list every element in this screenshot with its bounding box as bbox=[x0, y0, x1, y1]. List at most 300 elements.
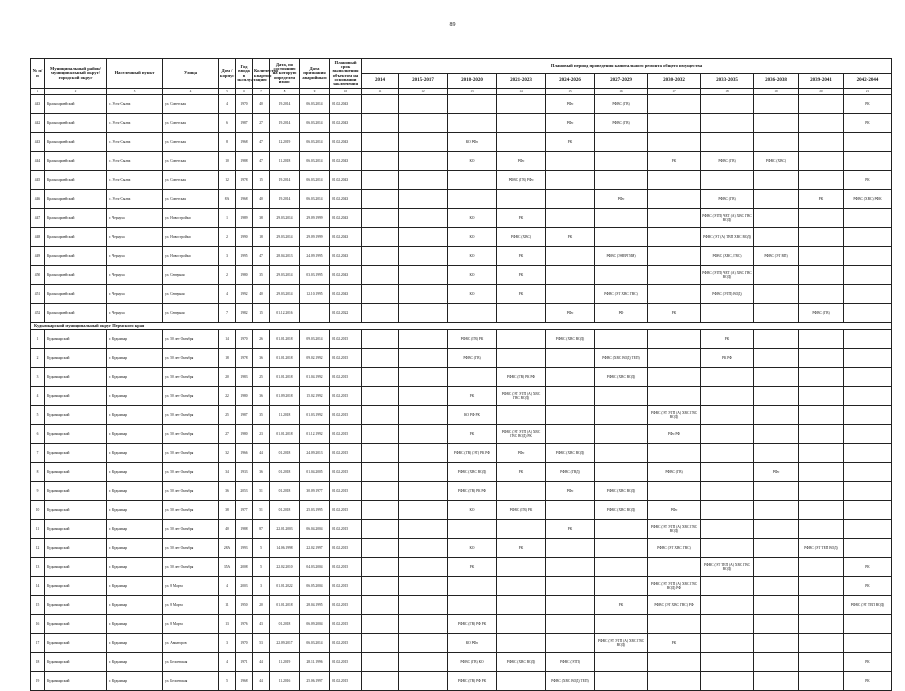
plan-date-cell: 01.02.2015 bbox=[330, 672, 362, 691]
repair-period-cell bbox=[546, 615, 595, 634]
repair-period-cell: РФВС (ХВС ВОД) ТЕП) bbox=[595, 349, 648, 368]
street-cell: ул. 50 лет Октября bbox=[163, 406, 219, 425]
year-built-cell: 1970 bbox=[236, 95, 253, 114]
repair-period-cell: РК bbox=[648, 304, 701, 323]
repair-period-cell: РФВС (ХВС ВОД) bbox=[595, 501, 648, 520]
street-cell: ул. Авиаторов bbox=[163, 634, 219, 653]
row-number: 4 bbox=[31, 387, 45, 406]
repair-period-cell bbox=[399, 152, 448, 171]
wear-date-cell: 01.04.2005 bbox=[300, 463, 330, 482]
repair-period-cell bbox=[399, 349, 448, 368]
street-cell: ул. Советская bbox=[163, 190, 219, 209]
repair-period-cell: РФВС (ЭТ ЭТП (А) ХВС ГВС ВОД) bbox=[497, 387, 546, 406]
settlement-cell: г. Кудымкар bbox=[107, 387, 163, 406]
column-number: 11 bbox=[362, 89, 399, 95]
repair-period-cell bbox=[546, 190, 595, 209]
repair-period-cell bbox=[595, 558, 648, 577]
year-built-cell: 1966 bbox=[236, 444, 253, 463]
flats-cell: 35 bbox=[253, 266, 270, 285]
plan-date-cell: 01.02.2015 bbox=[330, 634, 362, 653]
municipality-cell: Кудымкарский bbox=[45, 444, 107, 463]
plan-date-cell: 01.02.2015 bbox=[330, 653, 362, 672]
settlement-cell: г. Кудымкар bbox=[107, 482, 163, 501]
repair-period-cell bbox=[844, 539, 892, 558]
repair-period-cell bbox=[399, 387, 448, 406]
row-number: 443 bbox=[31, 95, 45, 114]
street-cell: ул. 50 лет Октября bbox=[163, 558, 219, 577]
repair-period-cell: РК bbox=[448, 425, 497, 444]
repair-period-cell bbox=[362, 247, 399, 266]
row-number: 451 bbox=[31, 285, 45, 304]
settlement-cell: с. Усть-Сылва bbox=[107, 190, 163, 209]
street-cell: ул. 50 лет Октября bbox=[163, 368, 219, 387]
repair-period-cell bbox=[754, 653, 799, 672]
repair-period-cell bbox=[362, 209, 399, 228]
repair-period-cell bbox=[799, 133, 844, 152]
table-row bbox=[31, 387, 892, 406]
repair-period-cell bbox=[701, 368, 754, 387]
house-cell: 8 bbox=[219, 133, 236, 152]
table-row bbox=[31, 596, 892, 615]
column-number: 12 bbox=[399, 89, 448, 95]
municipality-cell: Красноармейский bbox=[45, 228, 107, 247]
repair-period-cell bbox=[799, 349, 844, 368]
repair-period-cell bbox=[595, 615, 648, 634]
repair-period-cell bbox=[648, 444, 701, 463]
house-cell: 1 bbox=[219, 209, 236, 228]
repair-period-cell bbox=[362, 520, 399, 539]
repair-period-cell bbox=[399, 285, 448, 304]
repair-period-cell bbox=[844, 406, 892, 425]
repair-period-cell bbox=[546, 368, 595, 387]
column-number: 6 bbox=[236, 89, 253, 95]
repair-period-cell: РФВС (ХВС) bbox=[497, 228, 546, 247]
flats-cell: 47 bbox=[253, 247, 270, 266]
repair-period-cell: РФВС (ГВ) РК bbox=[448, 330, 497, 349]
year-built-cell: 1995 bbox=[236, 247, 253, 266]
row-number: 445 bbox=[31, 171, 45, 190]
emergency-date-cell: 22.09.2017 bbox=[270, 634, 300, 653]
repair-period-cell bbox=[648, 209, 701, 228]
repair-period-cell bbox=[546, 209, 595, 228]
table-row bbox=[31, 171, 892, 190]
street-cell: ул. Белоевская bbox=[163, 653, 219, 672]
repair-period-cell bbox=[399, 171, 448, 190]
repair-period-cell bbox=[399, 425, 448, 444]
house-cell: 28А bbox=[219, 539, 236, 558]
repair-period-cell bbox=[844, 266, 892, 285]
repair-period-cell bbox=[701, 577, 754, 596]
column-number: 10 bbox=[330, 89, 362, 95]
repair-period-cell: РФВС (ЭТ ХВС ГВС) bbox=[595, 285, 648, 304]
repair-period-cell bbox=[648, 114, 701, 133]
repair-period-cell bbox=[701, 133, 754, 152]
emergency-date-cell: 11.2019 bbox=[270, 653, 300, 672]
street-cell: ул. Советская bbox=[163, 133, 219, 152]
repair-period-cell bbox=[399, 266, 448, 285]
year-built-cell: 1950 bbox=[236, 596, 253, 615]
repair-period-cell bbox=[497, 304, 546, 323]
table-row bbox=[31, 228, 892, 247]
repair-period-cell bbox=[546, 266, 595, 285]
repair-period-cell bbox=[648, 615, 701, 634]
flats-cell: 23 bbox=[253, 425, 270, 444]
flats-cell: 87 bbox=[253, 520, 270, 539]
municipality-cell: Кудымкарский bbox=[45, 615, 107, 634]
repair-period-cell bbox=[399, 304, 448, 323]
repair-period-cell bbox=[546, 501, 595, 520]
year-built-cell: 2053 bbox=[236, 482, 253, 501]
repair-period-cell bbox=[754, 558, 799, 577]
repair-period-cell bbox=[497, 406, 546, 425]
repair-period-cell: РФВС (ЭНЕРГИЯ) bbox=[595, 247, 648, 266]
section-row bbox=[31, 323, 892, 330]
repair-period-cell: РФо bbox=[546, 95, 595, 114]
repair-period-cell bbox=[701, 406, 754, 425]
year-built-cell: 1988 bbox=[236, 520, 253, 539]
repair-period-cell: РФВС (ХВС ВОД) bbox=[546, 330, 595, 349]
plan-date-cell: 01.02.2015 bbox=[330, 482, 362, 501]
settlement-cell: г. Кудымкар bbox=[107, 330, 163, 349]
table-row bbox=[31, 539, 892, 558]
house-cell: 36 bbox=[219, 482, 236, 501]
repair-period-cell bbox=[362, 304, 399, 323]
row-number: 18 bbox=[31, 653, 45, 672]
house-cell: 11 bbox=[219, 596, 236, 615]
repair-period-cell: РК bbox=[648, 634, 701, 653]
repair-period-cell bbox=[799, 653, 844, 672]
settlement-cell: с. Усть-Сылва bbox=[107, 171, 163, 190]
house-cell: 3 bbox=[219, 634, 236, 653]
repair-period-cell bbox=[448, 190, 497, 209]
row-number: 9 bbox=[31, 482, 45, 501]
repair-period-cell bbox=[546, 577, 595, 596]
wear-date-cell: 06.03.2014 bbox=[300, 634, 330, 653]
repair-period-cell bbox=[701, 501, 754, 520]
repair-period-cell: РФВС (ХВС ВОД) ТЕП) bbox=[546, 672, 595, 691]
repair-period-cell bbox=[799, 209, 844, 228]
repair-period-cell bbox=[546, 349, 595, 368]
repair-period-cell: РФВС (ЭТ ТЕП (А) ХВС ГВС ВОД) bbox=[701, 558, 754, 577]
row-number: 12 bbox=[31, 539, 45, 558]
flats-cell: 53 bbox=[253, 634, 270, 653]
repair-period-cell: РФВС (ГВ) bbox=[701, 152, 754, 171]
repair-period-cell bbox=[399, 95, 448, 114]
repair-period-cell bbox=[497, 672, 546, 691]
flats-cell: 51 bbox=[253, 501, 270, 520]
repair-period-cell: КО bbox=[448, 539, 497, 558]
repair-period-cell: РФВС (ЭТП) ВОД) bbox=[701, 285, 754, 304]
year-built-cell: 1983 bbox=[236, 368, 253, 387]
municipality-cell: Кудымкарский bbox=[45, 406, 107, 425]
house-cell: 4 bbox=[219, 95, 236, 114]
column-number: 21 bbox=[844, 89, 892, 95]
repair-period-cell bbox=[362, 577, 399, 596]
repair-period-cell bbox=[399, 209, 448, 228]
flats-cell: 36 bbox=[253, 349, 270, 368]
emergency-date-cell: 22.01.2003 bbox=[270, 520, 300, 539]
wear-date-cell: 28.11.1996 bbox=[300, 653, 330, 672]
repair-period-cell bbox=[362, 539, 399, 558]
repair-period-cell bbox=[754, 539, 799, 558]
repair-period-cell bbox=[799, 520, 844, 539]
repair-period-cell bbox=[754, 330, 799, 349]
row-number: 443 bbox=[31, 133, 45, 152]
street-cell: ул. 50 лет Октября bbox=[163, 501, 219, 520]
repair-period-cell bbox=[754, 482, 799, 501]
repair-period-cell: РФВС (ЭТ (А) ТВП ХВС ВОД) bbox=[701, 228, 754, 247]
repair-period-cell: РФВС (ЭТ ХВС ГВС) РФ bbox=[648, 596, 701, 615]
street-cell: ул. Советская bbox=[163, 95, 219, 114]
repair-period-cell: РФВС (ХВС ВОД) bbox=[497, 653, 546, 672]
repair-period-cell bbox=[648, 95, 701, 114]
wear-date-cell: 06.03.2014 bbox=[300, 114, 330, 133]
street-cell: ул. 50 лет Октября bbox=[163, 482, 219, 501]
emergency-date-cell: 01.2018 bbox=[270, 615, 300, 634]
repair-period-cell bbox=[701, 520, 754, 539]
year-header: 2042-2044 bbox=[844, 74, 892, 89]
repair-period-cell: РФВС (ГВ) bbox=[595, 95, 648, 114]
year-header: 2021-2023 bbox=[497, 74, 546, 89]
repair-period-cell bbox=[448, 304, 497, 323]
repair-period-cell bbox=[399, 577, 448, 596]
table-row bbox=[31, 266, 892, 285]
municipality-cell: Кудымкарский bbox=[45, 482, 107, 501]
street-cell: ул. Белоевская bbox=[163, 672, 219, 691]
repair-period-cell bbox=[362, 387, 399, 406]
col-header-house: Дом / корпус bbox=[219, 59, 236, 89]
street-cell: ул. 50 лет Октября bbox=[163, 425, 219, 444]
repair-period-cell bbox=[595, 444, 648, 463]
repair-period-cell bbox=[497, 596, 546, 615]
wear-date-cell: 25.06.1997 bbox=[300, 672, 330, 691]
repair-period-cell bbox=[546, 152, 595, 171]
house-cell: 27 bbox=[219, 425, 236, 444]
repair-period-cell bbox=[399, 672, 448, 691]
house-cell: 6 bbox=[219, 114, 236, 133]
repair-period-cell: РФо bbox=[595, 190, 648, 209]
table-row bbox=[31, 425, 892, 444]
repair-period-cell bbox=[399, 114, 448, 133]
repair-period-cell: РФВС (ХВС) bbox=[754, 152, 799, 171]
repair-period-cell bbox=[799, 596, 844, 615]
year-built-cell: 1980 bbox=[236, 387, 253, 406]
emergency-date-cell: 14.06.1998 bbox=[270, 539, 300, 558]
column-number: 18 bbox=[701, 89, 754, 95]
repair-period-cell bbox=[595, 425, 648, 444]
repair-period-cell bbox=[362, 133, 399, 152]
plan-date-cell: 01.02.2043 bbox=[330, 266, 362, 285]
flats-cell: 5 bbox=[253, 539, 270, 558]
repair-period-cell bbox=[799, 634, 844, 653]
wear-date-cell: 29.09.1999 bbox=[300, 228, 330, 247]
repair-period-cell bbox=[497, 190, 546, 209]
repair-period-cell bbox=[844, 387, 892, 406]
repair-period-cell: РК bbox=[844, 577, 892, 596]
wear-date-cell: 06.09.2004 bbox=[300, 615, 330, 634]
repair-period-cell bbox=[754, 368, 799, 387]
repair-period-cell bbox=[754, 406, 799, 425]
repair-period-cell bbox=[546, 406, 595, 425]
repair-period-cell: КО РФо bbox=[448, 634, 497, 653]
emergency-date-cell: 11.2018 bbox=[270, 152, 300, 171]
emergency-date-cell: 29.03.2014 bbox=[270, 266, 300, 285]
repair-period-cell: РК bbox=[497, 247, 546, 266]
flats-cell: 51 bbox=[253, 482, 270, 501]
column-number: 15 bbox=[546, 89, 595, 95]
repair-period-cell bbox=[448, 368, 497, 387]
repair-period-cell bbox=[799, 247, 844, 266]
plan-date-cell: 01.02.2015 bbox=[330, 368, 362, 387]
repair-period-cell bbox=[497, 330, 546, 349]
flats-cell: 25 bbox=[253, 368, 270, 387]
repair-period-cell bbox=[799, 95, 844, 114]
house-cell: 3 bbox=[219, 247, 236, 266]
repair-period-cell bbox=[399, 558, 448, 577]
flats-cell: 40 bbox=[253, 190, 270, 209]
repair-period-cell bbox=[399, 482, 448, 501]
municipality-cell: Красноармейский bbox=[45, 266, 107, 285]
plan-date-cell: 01.02.2015 bbox=[330, 558, 362, 577]
repair-period-cell bbox=[448, 520, 497, 539]
emergency-date-cell: 01.01.2018 bbox=[270, 330, 300, 349]
plan-date-cell: 01.02.2015 bbox=[330, 406, 362, 425]
repair-period-cell bbox=[595, 152, 648, 171]
municipality-cell: Красноармейский bbox=[45, 190, 107, 209]
settlement-cell: г. Кудымкар bbox=[107, 406, 163, 425]
house-cell: 7 bbox=[219, 304, 236, 323]
house-cell: 34 bbox=[219, 463, 236, 482]
repair-period-cell bbox=[701, 463, 754, 482]
year-built-cell: 2003 bbox=[236, 577, 253, 596]
wear-date-cell: 22.02.1997 bbox=[300, 539, 330, 558]
year-built-cell: 1978 bbox=[236, 349, 253, 368]
emergency-date-cell: 01.01.2018 bbox=[270, 596, 300, 615]
repair-period-cell bbox=[799, 171, 844, 190]
repair-period-cell bbox=[362, 463, 399, 482]
table-row bbox=[31, 349, 892, 368]
settlement-cell: г. Кудымкар bbox=[107, 634, 163, 653]
year-header: 2039-2041 bbox=[799, 74, 844, 89]
capital-repair-table bbox=[30, 58, 892, 691]
street-cell: ул. 50 лет Октября bbox=[163, 387, 219, 406]
settlement-cell: г. Кудымкар bbox=[107, 368, 163, 387]
col-header-plan: Плановый срок выполнения объектом на основании заключения bbox=[330, 59, 362, 89]
row-number: 3 bbox=[31, 368, 45, 387]
repair-period-cell: РК bbox=[497, 285, 546, 304]
repair-period-cell bbox=[754, 171, 799, 190]
repair-period-cell: РФВС (ХВС ВОД) bbox=[448, 463, 497, 482]
flats-cell: 43 bbox=[253, 615, 270, 634]
emergency-date-cell: 29.03.2014 bbox=[270, 228, 300, 247]
year-built-cell: 1968 bbox=[236, 133, 253, 152]
repair-period-cell bbox=[701, 615, 754, 634]
repair-period-cell bbox=[362, 190, 399, 209]
column-number: 5 bbox=[219, 89, 236, 95]
repair-period-cell bbox=[844, 152, 892, 171]
repair-period-cell bbox=[648, 133, 701, 152]
repair-period-cell bbox=[546, 539, 595, 558]
municipality-cell: Кудымкарский bbox=[45, 577, 107, 596]
col-header-settlement: Населенный пункт bbox=[107, 59, 163, 89]
row-number: 16 bbox=[31, 615, 45, 634]
row-number: 5 bbox=[31, 406, 45, 425]
row-number: 15 bbox=[31, 596, 45, 615]
repair-period-cell: РФВС (ХВС, ГВС) bbox=[701, 247, 754, 266]
wear-date-cell: 01.12.1992 bbox=[300, 425, 330, 444]
repair-period-cell bbox=[648, 266, 701, 285]
column-number: 16 bbox=[595, 89, 648, 95]
repair-period-cell bbox=[701, 482, 754, 501]
settlement-cell: г. Кудымкар bbox=[107, 558, 163, 577]
emergency-date-cell: 22.02.2010 bbox=[270, 558, 300, 577]
table-row bbox=[31, 114, 892, 133]
emergency-date-cell: 19.2014 bbox=[270, 114, 300, 133]
repair-period-cell bbox=[362, 634, 399, 653]
house-cell: 4 bbox=[219, 653, 236, 672]
year-built-cell: 1968 bbox=[236, 190, 253, 209]
col-header-num: № п/п bbox=[31, 59, 45, 89]
column-number: 1 bbox=[31, 89, 45, 95]
row-number: 442 bbox=[31, 114, 45, 133]
municipality-cell: Кудымкарский bbox=[45, 463, 107, 482]
row-number: 2 bbox=[31, 349, 45, 368]
repair-period-cell bbox=[399, 133, 448, 152]
column-number: 14 bbox=[497, 89, 546, 95]
table-row bbox=[31, 304, 892, 323]
emergency-date-cell: 19.2014 bbox=[270, 171, 300, 190]
plan-date-cell: 01.02.2043 bbox=[330, 285, 362, 304]
repair-period-cell bbox=[754, 209, 799, 228]
table-row bbox=[31, 463, 892, 482]
repair-period-cell: РФВС (ГВ) bbox=[595, 114, 648, 133]
repair-period-cell: РФВС (ГВ) КО bbox=[448, 653, 497, 672]
house-cell: 4 bbox=[219, 577, 236, 596]
wear-date-cell: 24.09.1995 bbox=[300, 247, 330, 266]
settlement-cell: г. Кудымкар bbox=[107, 615, 163, 634]
repair-period-cell bbox=[799, 444, 844, 463]
repair-period-cell: РФВС (ЭТ ВП) bbox=[754, 247, 799, 266]
repair-period-cell: РФВС (ЭТ ЭТП (А) ХВС ГВС ВОД) РФ bbox=[648, 577, 701, 596]
emergency-date-cell: 11.2018 bbox=[270, 406, 300, 425]
period-header: Плановый период проведения капитального ремонта общего имущества bbox=[362, 59, 892, 74]
row-number: 8 bbox=[31, 463, 45, 482]
repair-period-cell: РК bbox=[844, 171, 892, 190]
plan-date-cell: 01.02.2015 bbox=[330, 463, 362, 482]
repair-period-cell bbox=[799, 577, 844, 596]
repair-period-cell bbox=[362, 228, 399, 247]
repair-period-cell: РФВС (ГВ) bbox=[648, 463, 701, 482]
table-row bbox=[31, 653, 892, 672]
table-row bbox=[31, 520, 892, 539]
municipality-cell: Кудымкарский bbox=[45, 425, 107, 444]
repair-period-cell bbox=[648, 482, 701, 501]
repair-period-cell: РФ bbox=[595, 304, 648, 323]
repair-period-cell bbox=[844, 285, 892, 304]
column-number: 13 bbox=[448, 89, 497, 95]
wear-date-cell: 06.03.2014 bbox=[300, 133, 330, 152]
repair-period-cell: КО bbox=[448, 285, 497, 304]
repair-period-cell bbox=[754, 425, 799, 444]
repair-period-cell: КО bbox=[448, 266, 497, 285]
wear-date-cell: 29.09.1999 bbox=[300, 209, 330, 228]
row-number: 444 bbox=[31, 152, 45, 171]
year-built-cell: 1980 bbox=[236, 425, 253, 444]
column-number: 19 bbox=[754, 89, 799, 95]
repair-period-cell: РФВС (ЭТП) ЧЕТ (А) ХВС ГВС ВОД) bbox=[701, 266, 754, 285]
flats-cell: 36 bbox=[253, 387, 270, 406]
row-number: 450 bbox=[31, 266, 45, 285]
